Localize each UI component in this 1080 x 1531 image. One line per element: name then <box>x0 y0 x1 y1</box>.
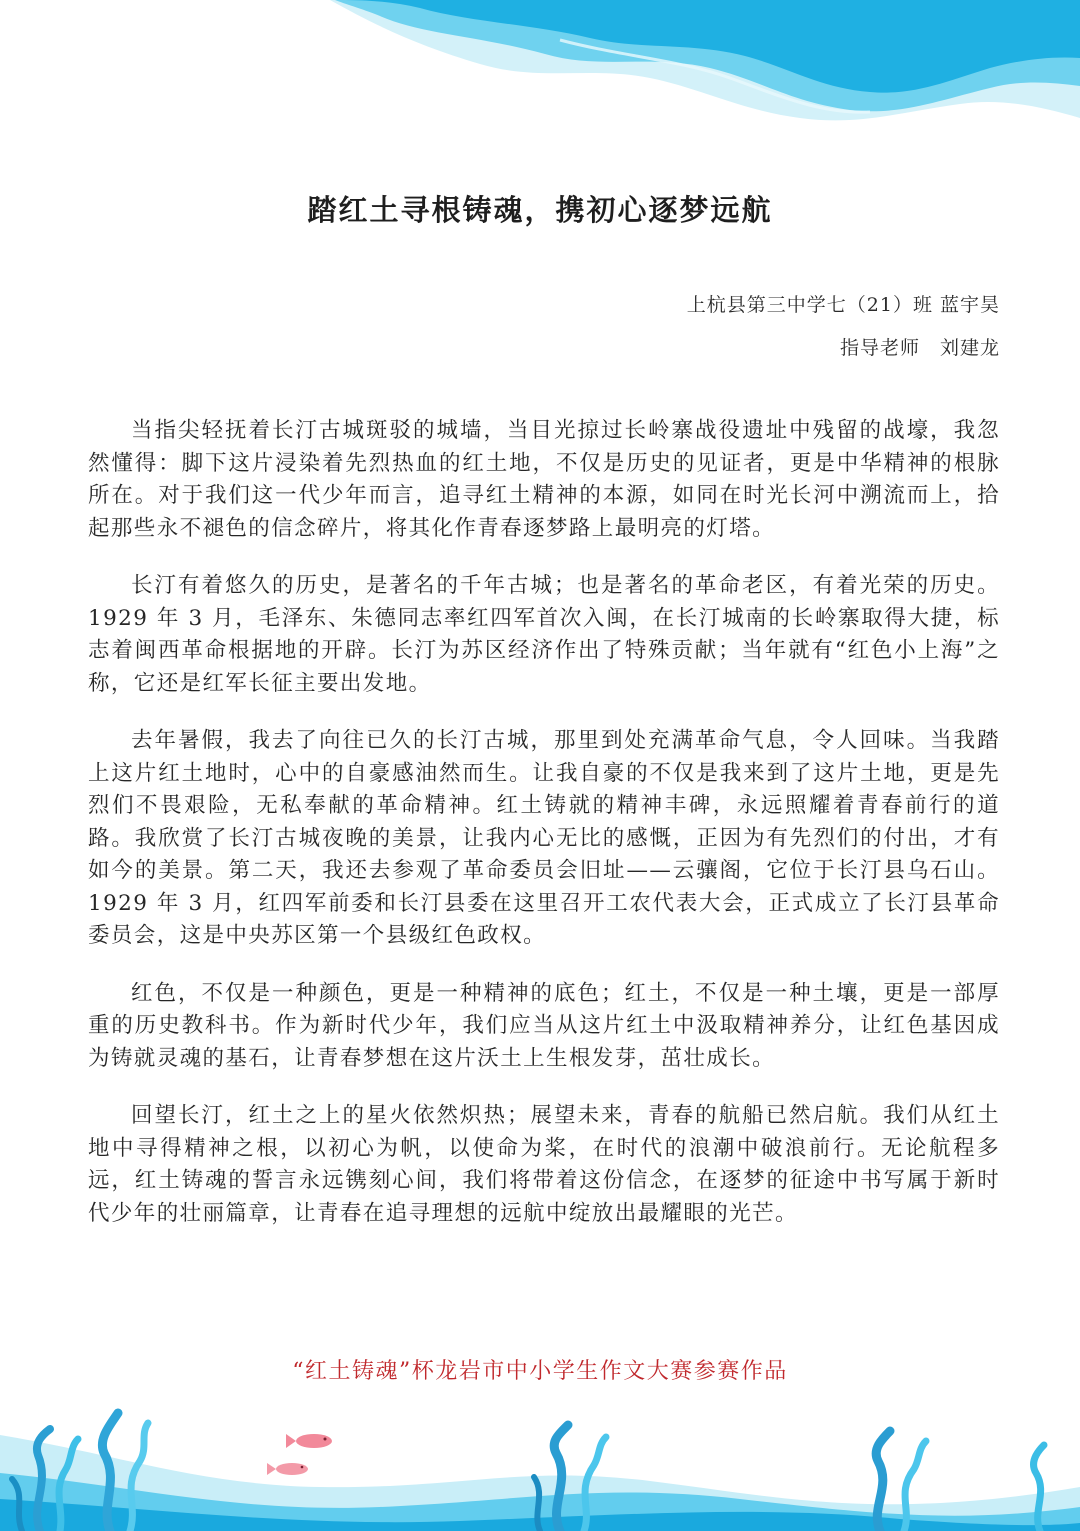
competition-note: “红土铸魂”杯龙岩市中小学生作文大赛参赛作品 <box>292 1359 788 1384</box>
bottom-sea-decoration <box>0 1395 1080 1531</box>
paragraph-2: 长汀有着悠久的历史，是著名的千年古城；也是著名的革命老区，有着光荣的历史。1929 年 3 月，毛泽东、朱德同志率红四军首次入闽，在长汀城南的长岭寨取得大捷，标志着闽西革命根据地的开辟。长汀为苏区经济作出了特殊贡献；当年就有“红色小上海”之称，它还是红军长征主要出发地。 <box>88 573 1000 696</box>
paragraph-1: 当指尖轻抚着长汀古城斑驳的城墙，当目光掠过长岭寨战役遗址中残留的战壕，我忽然懂得：脚下这片浸染着先烈热血的红土地，不仅是历史的见证者，更是中华精神的根脉所在。对于我们这一代少年而言，追寻红土精神的本源，如同在时光长河中溯流而上，拾起那些永不褪色的信念碎片，将其化作青春逐梦路上最明亮的灯塔。 <box>88 418 1000 541</box>
article-body <box>88 415 1000 1255</box>
paragraph-3: 去年暑假，我去了向往已久的长汀古城，那里到处充满革命气息，令人回味。当我踏上这片红土地时，心中的自豪感油然而生。让我自豪的不仅是我来到了这片土地，更是先烈们不畏艰险，无私奉献的革命精神。红土铸就的精神丰碑，永远照耀着青春前行的道路。我欣赏了长汀古城夜晚的美景，让我内心无比的感慨，正因为有先烈们的付出，才有如今的美景。第二天，我还去参观了革命委员会旧址——云骧阁，它位于长汀县乌石山。1929 年 3 月，红四军前委和长汀县委在这里召开工农代表大会，正式成立了长汀县革命委员会，这是中央苏区第一个县级红色政权。 <box>88 728 1000 948</box>
author-line: 上杭县第三中学七（21）班 蓝宇昊 <box>686 294 1000 316</box>
article-title: 踏红土寻根铸魂，携初心逐梦远航 <box>307 193 773 227</box>
fish-icon-lower <box>267 1463 308 1475</box>
fish-icon-upper <box>286 1434 332 1448</box>
paragraph-5: 回望长汀，红土之上的星火依然炽热；展望未来，青春的航船已然启航。我们从红土地中寻得精神之根，以初心为帆，以使命为桨，在时代的浪潮中破浪前行。无论航程多远，红土铸魂的誓言永远镌刻心间，我们将带着这份信念，在逐梦的征途中书写属于新时代少年的壮丽篇章，让青春在追寻理想的远航中绽放出最耀眼的光芒。 <box>88 1103 1000 1226</box>
teacher-line: 指导老师 刘建龙 <box>839 337 1000 359</box>
paragraph-4: 红色，不仅是一种颜色，更是一种精神的底色；红土，不仅是一种土壤，更是一部厚重的历史教科书。作为新时代少年，我们应当从这片红土中汲取精神养分，让红色基因成为铸就灵魂的基石，让青春梦想在这片沃土上生根发芽，茁壮成长。 <box>88 980 1000 1071</box>
top-wave-decoration <box>0 0 1080 150</box>
